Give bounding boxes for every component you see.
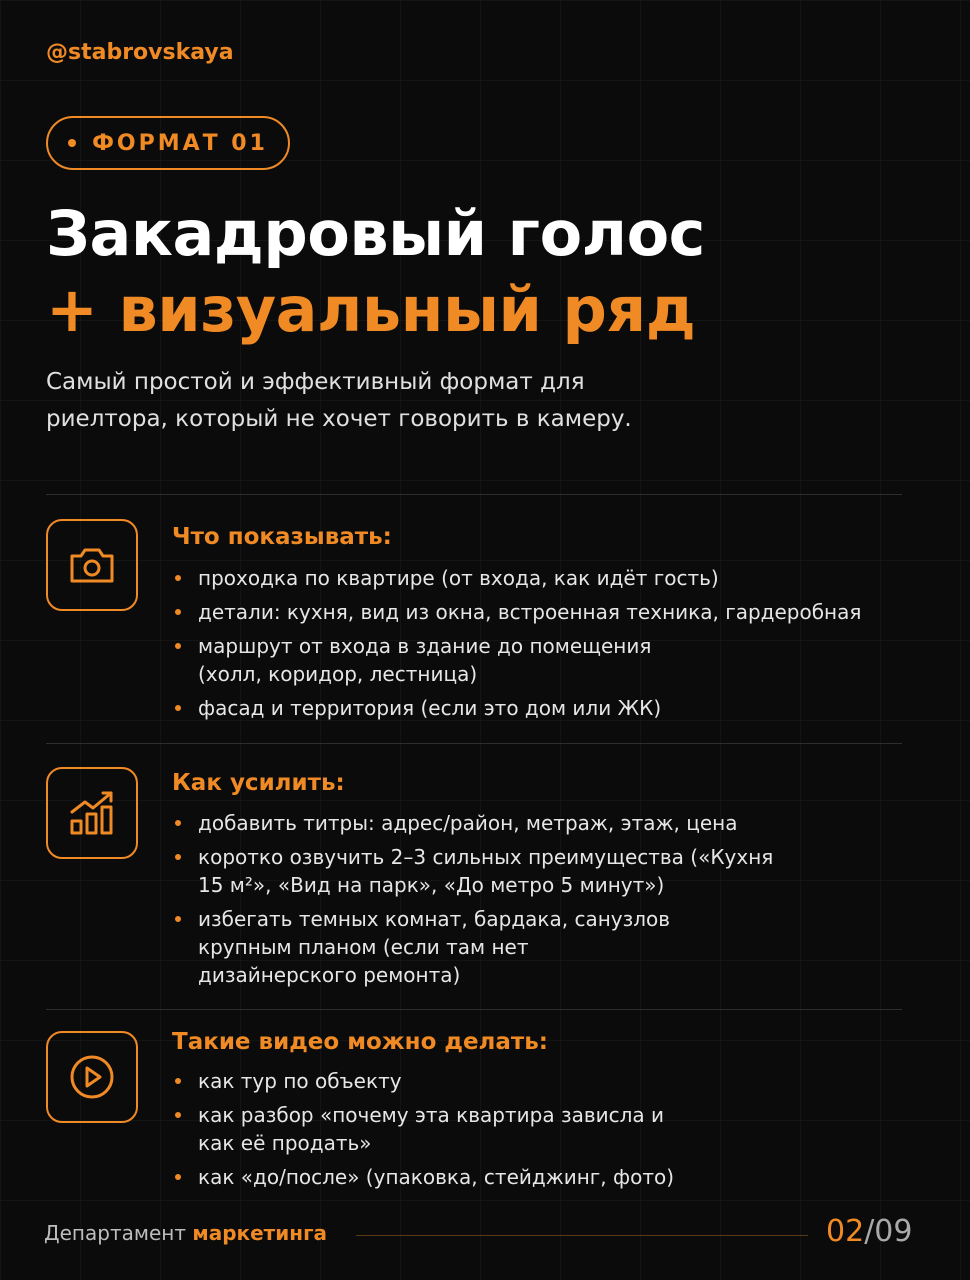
divider <box>46 494 902 495</box>
list-item: добавить титры: адрес/район, метраж, этаж, цена <box>172 809 892 837</box>
section-title-show: Что показывать: <box>172 524 392 550</box>
page-current: 02 <box>826 1214 865 1249</box>
page-total: /09 <box>864 1214 913 1249</box>
format-badge <box>46 116 290 170</box>
camera-icon <box>64 537 120 593</box>
divider <box>46 1009 902 1010</box>
list-item: детали: кухня, вид из окна, встроенная техника, гардеробная <box>172 598 892 626</box>
page-title <box>46 196 705 348</box>
author-handle: @stabrovskaya <box>46 40 234 65</box>
growth-chart-icon <box>64 785 120 841</box>
list-item: маршрут от входа в здание до помещения (холл, коридор, лестница) <box>172 632 678 688</box>
section-list-boost <box>172 809 892 995</box>
list-item: как разбор «почему эта квартира зависла и как её продать» <box>172 1101 698 1157</box>
section-list-show <box>172 564 892 728</box>
play-icon <box>64 1049 120 1105</box>
list-item: фасад и территория (если это дом или ЖК) <box>172 694 892 722</box>
badge-label: ФОРМАТ 01 <box>92 130 268 156</box>
growth-chart-icon-box <box>46 767 138 859</box>
footer-divider <box>356 1235 808 1236</box>
section-title-boost: Как усилить: <box>172 770 345 796</box>
list-item: избегать темных комнат, бардака, санузлов крупным планом (если там нет дизайнерского ремонта) <box>172 905 678 989</box>
department-accent: маркетинга <box>192 1221 328 1245</box>
title-line-2: + визуальный ряд <box>46 273 696 346</box>
page-counter <box>826 1214 912 1249</box>
list-item: коротко озвучить 2–3 сильных преимущества («Кухня 15 м²», «Вид на парк», «До метро 5 минут») <box>172 843 778 899</box>
play-icon-box <box>46 1031 138 1123</box>
divider <box>46 743 902 744</box>
list-item: проходка по квартире (от входа, как идёт гость) <box>172 564 892 592</box>
footer-department <box>44 1221 327 1245</box>
lead-text: Самый простой и эффективный формат для риелтора, который не хочет говорить в камеру. <box>46 369 632 432</box>
section-list-usage <box>172 1067 892 1197</box>
list-item: как тур по объекту <box>172 1067 892 1095</box>
badge-dot <box>68 139 76 147</box>
section-title-usage: Такие видео можно делать: <box>172 1029 548 1055</box>
department-label: Департамент <box>44 1221 186 1245</box>
list-item: как «до/после» (упаковка, стейджинг, фото) <box>172 1163 892 1191</box>
camera-icon-box <box>46 519 138 611</box>
title-line-1: Закадровый голос <box>46 197 705 270</box>
